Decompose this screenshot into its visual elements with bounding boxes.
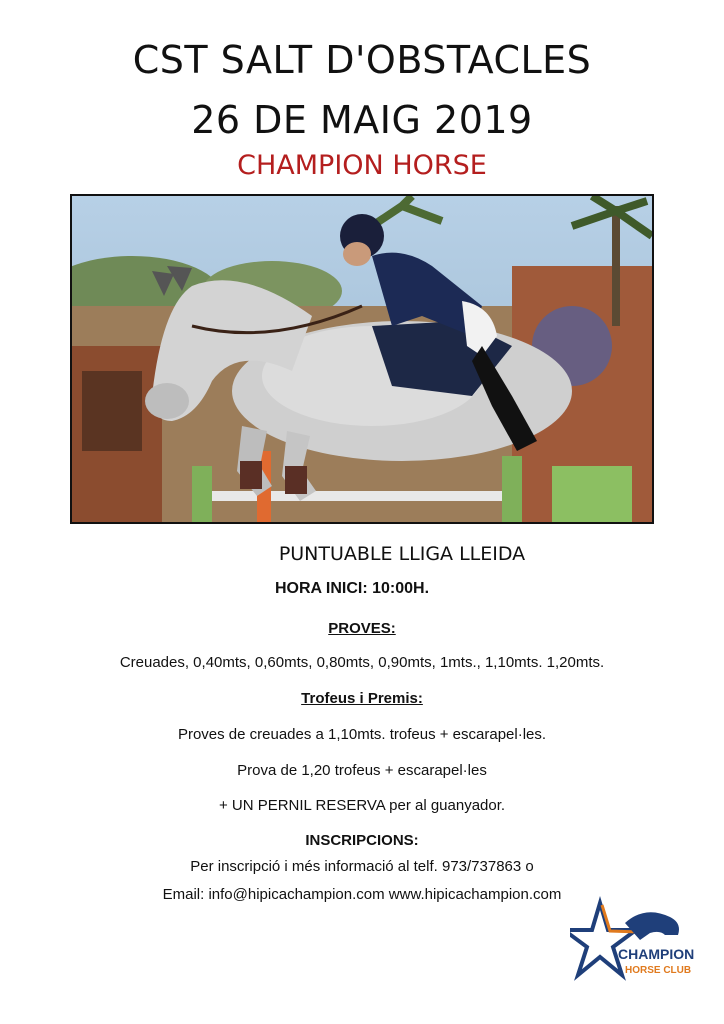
proves-heading: PROVES: (328, 620, 396, 637)
champion-horse-club-logo (570, 895, 705, 990)
logo-name: CHAMPION (618, 946, 695, 962)
horse-jump-illustration (72, 196, 652, 522)
jumping-horse-icon (625, 912, 679, 940)
trofeus-line: Prova de 1,20 trofeus + escarapel·les (237, 762, 487, 779)
league-note: PUNTUABLE LLIGA LLEIDA (278, 543, 526, 565)
event-date: 26 DE MAIG 2019 (191, 98, 533, 142)
proves-list: Creuades, 0,40mts, 0,60mts, 0,80mts, 0,90mts, 1mts., 1,10mts. 1,20mts. (119, 654, 605, 671)
trofeus-heading: Trofeus i Premis: (301, 690, 423, 707)
show-jumping-photo (70, 194, 654, 524)
inscripcions-line: Per inscripció i més informació al telf. 973/737863 o (190, 858, 534, 875)
contact-line[interactable]: Email: info@hipicachampion.com www.hipicachampion.com (162, 886, 562, 903)
trofeus-line: Proves de creuades a 1,10mts. trofeus + escarapel·les. (177, 726, 547, 743)
event-title: CST SALT D'OBSTACLES (132, 38, 592, 82)
start-time: HORA INICI: 10:00H. (274, 580, 430, 597)
trofeus-line: + UN PERNIL RESERVA per al guanyador. (218, 797, 506, 814)
logo-subtitle: HORSE CLUB (625, 965, 692, 976)
club-name: CHAMPION HORSE (237, 150, 487, 181)
inscripcions-heading: INSCRIPCIONS: (305, 832, 419, 849)
